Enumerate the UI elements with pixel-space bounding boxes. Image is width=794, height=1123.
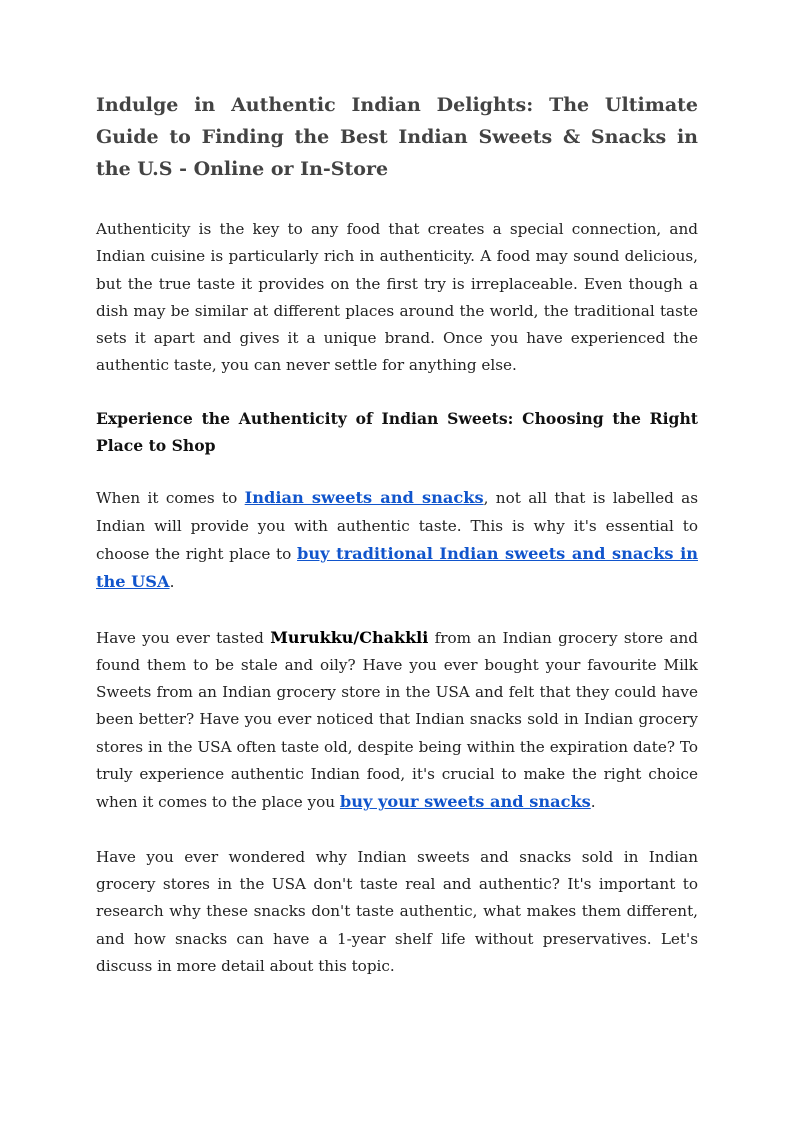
intro-paragraph: Authenticity is the key to any food that creates a special connection, and Indian cuisine is particularly rich in authenticity. A food may sound delicious, but the true taste it provides on the first try is irreplaceable. Even though a dish may be similar at different places around the world, the traditional taste sets it apart and gives it a unique brand. Once you have experienced the authentic taste, you can never settle for anything else. <box>96 220 698 375</box>
paragraph-text: When it comes to <box>96 489 245 508</box>
section-heading: Experience the Authenticity of Indian Sweets: Choosing the Right Place to Shop <box>96 408 698 456</box>
paragraph-questions <box>96 624 698 817</box>
paragraph-text: Have you ever tasted <box>96 628 271 647</box>
buy-sweets-snacks-link[interactable]: buy your sweets and snacks <box>339 792 591 812</box>
document-title: Indulge in Authentic Indian Delights: The Ultimate Guide to Finding the Best Indian Sweets & Snacks in the U.S - Online or In-Store <box>96 94 698 180</box>
paragraph-text: from an Indian grocery store and found them to be stale and oily? Have you ever bought your favourite Milk Sweets from an Indian grocery store in the USA and felt that they could have been better? Have you ever noticed that Indian snacks sold in Indian grocery stores in the USA often taste old, despite being within the expiration date? To truly experience authentic Indian food, it's crucial to make the right choice when it comes to the place you <box>96 628 698 812</box>
indian-sweets-snacks-link[interactable]: Indian sweets and snacks <box>244 488 484 508</box>
paragraph-text: , not all that is labelled as Indian will provide you with authentic taste. This is why it's essential to choose the right place to <box>96 489 698 563</box>
paragraph-text: . <box>169 573 175 592</box>
buy-traditional-sweets-link[interactable]: buy traditional Indian sweets and snacks in the USA <box>96 543 698 592</box>
paragraph-shelf-life: Have you ever wondered why Indian sweets and snacks sold in Indian grocery stores in the USA don't taste real and authentic? It's important to research why these snacks don't taste authentic, what makes them different, and how snacks can have a 1-year shelf life without preservatives. Let's discuss in more detail about this topic. <box>96 847 698 975</box>
murukku-chakkli-emphasis: Murukku/Chakkli <box>270 627 429 647</box>
paragraph-choose-place <box>96 484 698 596</box>
document-page <box>96 89 698 980</box>
paragraph-text: . <box>590 793 596 812</box>
